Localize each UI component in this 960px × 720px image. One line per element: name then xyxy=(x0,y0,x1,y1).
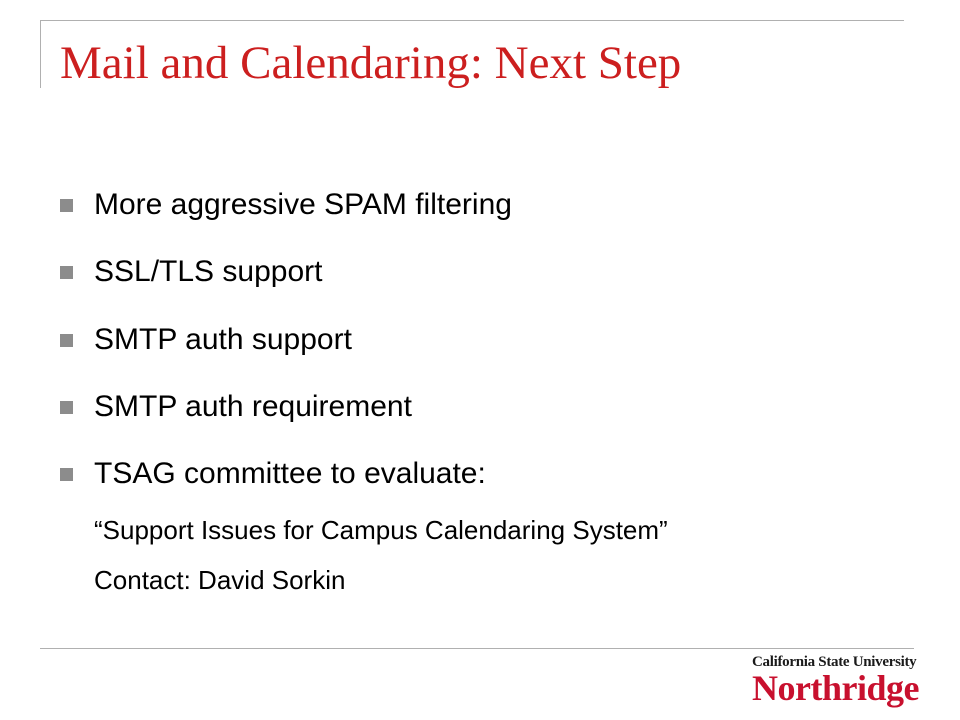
square-bullet-icon xyxy=(60,334,73,347)
sub-line-quote: “Support Issues for Campus Calendaring System” xyxy=(94,515,668,545)
square-bullet-icon xyxy=(60,199,73,212)
bullet-text: SSL/TLS support xyxy=(94,255,323,288)
logo-main-text: Northridge xyxy=(752,668,919,708)
logo-top-text: California State University xyxy=(752,654,917,670)
frame-top-line xyxy=(40,20,904,21)
bullet-text: TSAG committee to evaluate: xyxy=(94,457,486,490)
university-logo xyxy=(752,654,919,708)
bullet-text: SMTP auth requirement xyxy=(94,390,412,423)
bullet-text: SMTP auth support xyxy=(94,323,352,356)
slide-title: Mail and Calendaring: Next Step xyxy=(60,37,682,89)
frame-left-line xyxy=(40,20,41,88)
frame-bottom-line xyxy=(40,648,914,649)
square-bullet-icon xyxy=(60,401,73,414)
square-bullet-icon xyxy=(60,468,73,481)
square-bullet-icon xyxy=(60,266,73,279)
bullet-text: More aggressive SPAM filtering xyxy=(94,188,512,221)
sub-line-contact: Contact: David Sorkin xyxy=(94,565,346,595)
